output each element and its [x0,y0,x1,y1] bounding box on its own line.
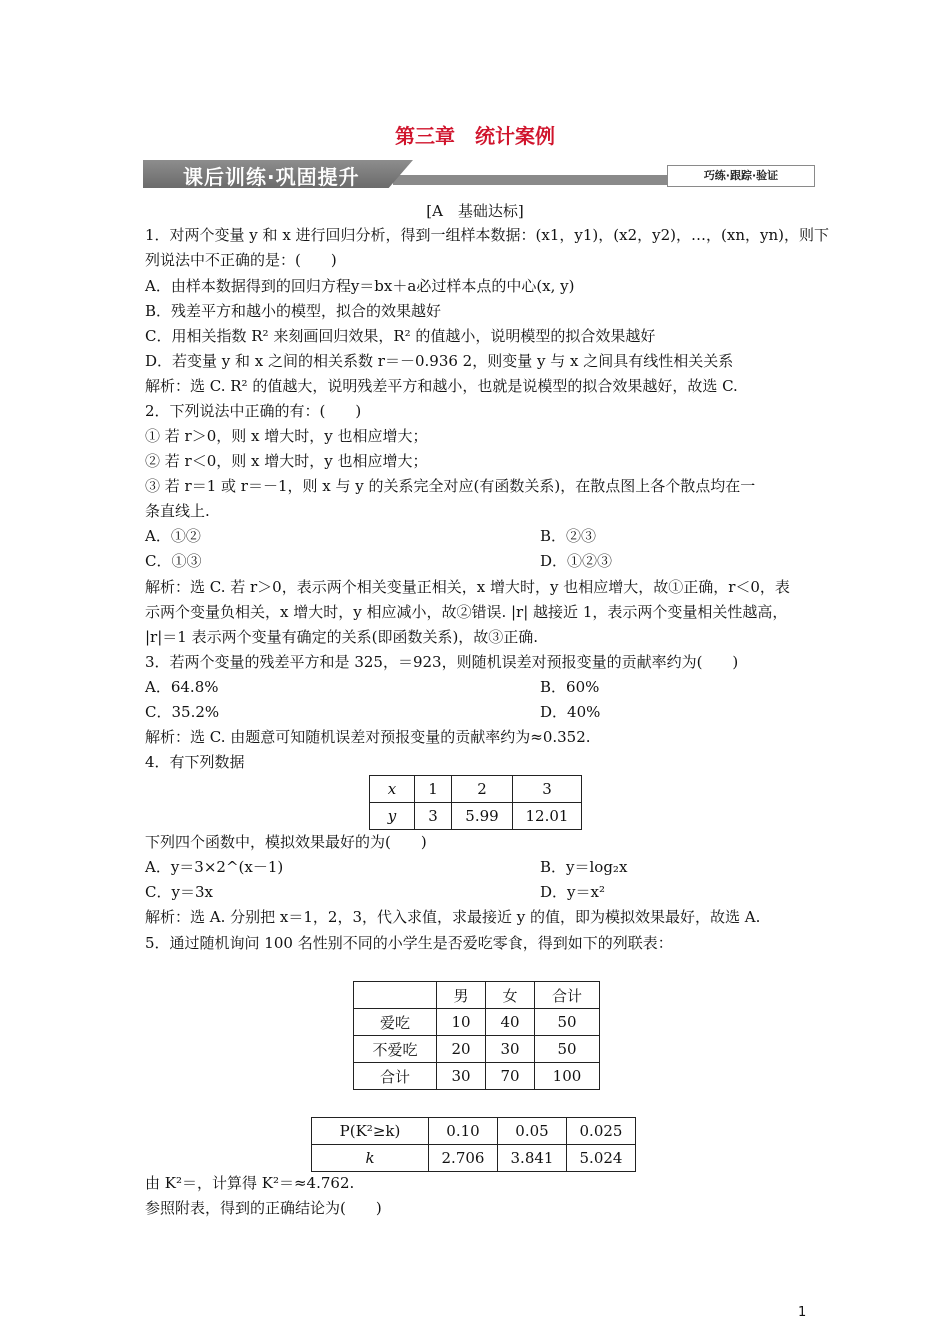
option: A．y＝3×2^(x－1) [145,858,284,876]
table-row [354,1063,600,1090]
table-cell: 30 [486,1036,535,1063]
critical-value-table [311,1117,636,1172]
text-line: 解析：选 C. 若 r＞0，表示两个相关变量正相关，x 增大时，y 也相应增大，故①正确，r＜0，表 [145,578,790,596]
option: C．y＝3x [145,883,213,901]
option: A．①② [145,527,201,545]
text-line: ② 若 r＜0，则 x 增大时，y 也相应增大； [145,452,428,470]
table-cell: 5.024 [567,1145,636,1172]
text-line: 条直线上. [145,502,210,520]
table-cell: 40 [486,1009,535,1036]
table-cell: 20 [437,1036,486,1063]
option: C．35.2% [145,703,220,721]
table-cell: 5.99 [452,803,513,830]
table-cell: y [370,803,415,830]
text-line: ③ 若 r＝1 或 r＝－1，则 x 与 y 的关系完全对应(有函数关系)，在散点图上各个散点均在一 [145,477,756,495]
table-cell: 女 [486,982,535,1009]
chapter-title: 第三章 统计案例 [395,124,555,148]
table-row [312,1145,636,1172]
contingency-table [353,981,600,1090]
data-table-q4 [369,775,582,830]
text-line: 4．有下列数据 [145,753,245,771]
table-cell: 70 [486,1063,535,1090]
table-cell: 0.025 [567,1118,636,1145]
table-cell: 12.01 [513,803,582,830]
table-cell: 50 [535,1036,600,1063]
section-banner [143,160,815,188]
section-heading: [A 基础达标] [426,202,524,220]
table-cell: x [370,776,415,803]
text-line: 由 K²＝，计算得 K²＝≈4.762. [145,1174,355,1192]
table-cell: 2 [452,776,513,803]
option: D．y＝x² [540,883,605,901]
table-cell: k [312,1145,429,1172]
text-line: 3．若两个变量的残差平方和是 325，＝923，则随机误差对预报变量的贡献率约为( ) [145,653,739,671]
banner-tag: 巧练·跟踪·验证 [667,165,815,187]
table-row [354,1036,600,1063]
option: A．64.8% [145,678,219,696]
text-line: 解析：选 A. 分别把 x＝1，2，3，代入求值，求最接近 y 的值，即为模拟效果最好，故选 A. [145,908,761,926]
table-row [354,1009,600,1036]
option: C．①③ [145,552,202,570]
table-cell: 50 [535,1009,600,1036]
table-cell: 0.05 [498,1118,567,1145]
table-row [370,776,582,803]
text-line: 1．对两个变量 y 和 x 进行回归分析，得到一组样本数据：(x1，y1)，(x2，y2)，…，(xn，yn)，则下 [145,226,829,244]
table-cell: 不爱吃 [354,1036,437,1063]
table-cell: 2.706 [429,1145,498,1172]
text-line: 列说法中不正确的是：( ) [145,251,337,269]
text-line: 示两个变量负相关，x 增大时，y 相应减小，故②错误. |r| 越接近 1，表示两个变量相关性越高， [145,603,788,621]
text-line: A．由样本数据得到的回归方程y＝bx＋a必过样本点的中心(x, y) [145,277,575,295]
table-cell: P(K²≥k) [312,1118,429,1145]
table-cell: 3 [513,776,582,803]
table-row [312,1118,636,1145]
table-cell: 3.841 [498,1145,567,1172]
page-number: 1 [798,1305,807,1320]
table-row [370,803,582,830]
table-cell: 3 [415,803,452,830]
text-line: D．若变量 y 和 x 之间的相关系数 r＝－0.936 2，则变量 y 与 x 之间具有线性相关关系 [145,352,734,370]
table-cell: 0.10 [429,1118,498,1145]
table-row [354,982,600,1009]
table-cell [354,982,437,1009]
table-cell: 合计 [535,982,600,1009]
table-cell: 100 [535,1063,600,1090]
text-line: 解析：选 C. R² 的值越大，说明残差平方和越小，也就是说模型的拟合效果越好，故选 C. [145,377,738,395]
table-cell: 男 [437,982,486,1009]
text-line: 5．通过随机询问 100 名性别不同的小学生是否爱吃零食，得到如下的列联表： [145,934,673,952]
banner-label: 课后训练·巩固提升 [183,165,360,189]
table-cell: 合计 [354,1063,437,1090]
text-line: 解析：选 C. 由题意可知随机误差对预报变量的贡献率约为≈0.352. [145,728,591,746]
table-cell: 1 [415,776,452,803]
text-line: 参照附表，得到的正确结论为( ) [145,1199,382,1217]
text-line: 下列四个函数中，模拟效果最好的为( ) [145,833,427,851]
text-line: B．残差平方和越小的模型，拟合的效果越好 [145,302,442,320]
text-line: C．用相关指数 R² 来刻画回归效果，R² 的值越小，说明模型的拟合效果越好 [145,327,656,345]
table-cell: 爱吃 [354,1009,437,1036]
option: B．y＝log₂x [540,858,628,876]
option: D．40% [540,703,601,721]
text-line: ① 若 r＞0，则 x 增大时，y 也相应增大； [145,427,428,445]
option: B．②③ [540,527,597,545]
text-line: 2．下列说法中正确的有：( ) [145,402,362,420]
table-cell: 10 [437,1009,486,1036]
option: B．60% [540,678,600,696]
text-line: |r|＝1 表示两个变量有确定的关系(即函数关系)，故③正确. [145,628,539,646]
table-cell: 30 [437,1063,486,1090]
option: D．①②③ [540,552,613,570]
